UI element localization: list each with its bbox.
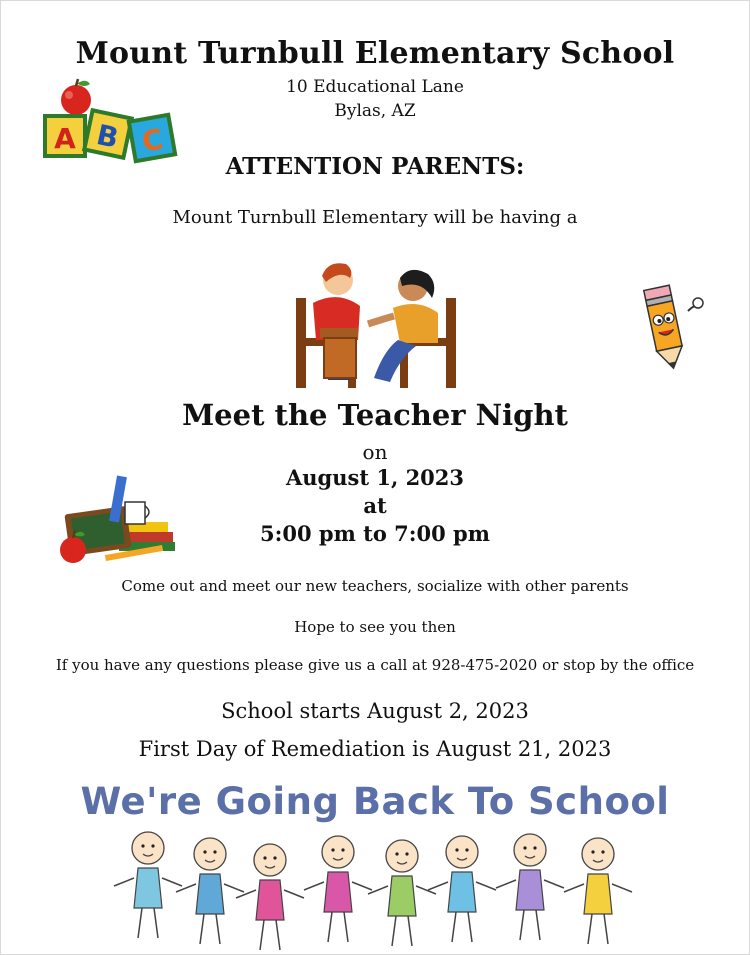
child-2 xyxy=(176,838,244,944)
event-date: August 1, 2023 xyxy=(285,465,465,490)
waving-hand-icon xyxy=(688,298,703,311)
svg-text:B: B xyxy=(93,118,122,155)
cup-icon xyxy=(125,502,149,524)
pencil-icon xyxy=(644,285,686,371)
school-start-date: School starts August 2, 2023 xyxy=(221,699,529,723)
message-hope: Hope to see you then xyxy=(294,618,456,636)
back-to-school-banner: We're Going Back To School xyxy=(80,780,670,823)
child-1 xyxy=(114,832,182,938)
school-supplies-clipart xyxy=(55,472,180,567)
desk-icon xyxy=(320,328,358,378)
apple-small-icon xyxy=(60,530,86,563)
pencil-character-clipart xyxy=(640,283,705,373)
child-4 xyxy=(304,836,372,942)
intro-text: Mount Turnbull Elementary will be having a xyxy=(172,207,578,228)
child-8 xyxy=(564,838,632,944)
address-line-1: 10 Educational Lane xyxy=(286,77,464,97)
svg-text:C: C xyxy=(139,122,166,159)
message-meet-teachers: Come out and meet our new teachers, socialize with other parents xyxy=(121,577,629,595)
child-7 xyxy=(496,834,564,940)
svg-text:A: A xyxy=(54,122,76,155)
child-5 xyxy=(368,840,436,946)
teacher-parent-clipart xyxy=(288,258,463,393)
child-6 xyxy=(428,836,496,942)
attention-heading: ATTENTION PARENTS: xyxy=(225,153,525,180)
child-3 xyxy=(236,844,304,950)
event-name: Meet the Teacher Night xyxy=(182,398,568,432)
remediation-date: First Day of Remediation is August 21, 2023 xyxy=(138,737,612,761)
children-row-clipart xyxy=(110,828,650,950)
on-text: on xyxy=(362,440,388,464)
abc-blocks-clipart xyxy=(40,78,180,173)
message-contact: If you have any questions please give us a call at 928-475-2020 or stop by the office xyxy=(55,656,695,674)
apple-icon xyxy=(61,79,91,115)
block-b xyxy=(84,110,131,157)
block-a xyxy=(45,116,85,156)
school-name: Mount Turnbull Elementary School xyxy=(75,36,675,71)
address-line-2: Bylas, AZ xyxy=(334,101,416,121)
event-time: 5:00 pm to 7:00 pm xyxy=(260,521,490,546)
at-text: at xyxy=(363,493,387,518)
block-c xyxy=(129,115,175,161)
